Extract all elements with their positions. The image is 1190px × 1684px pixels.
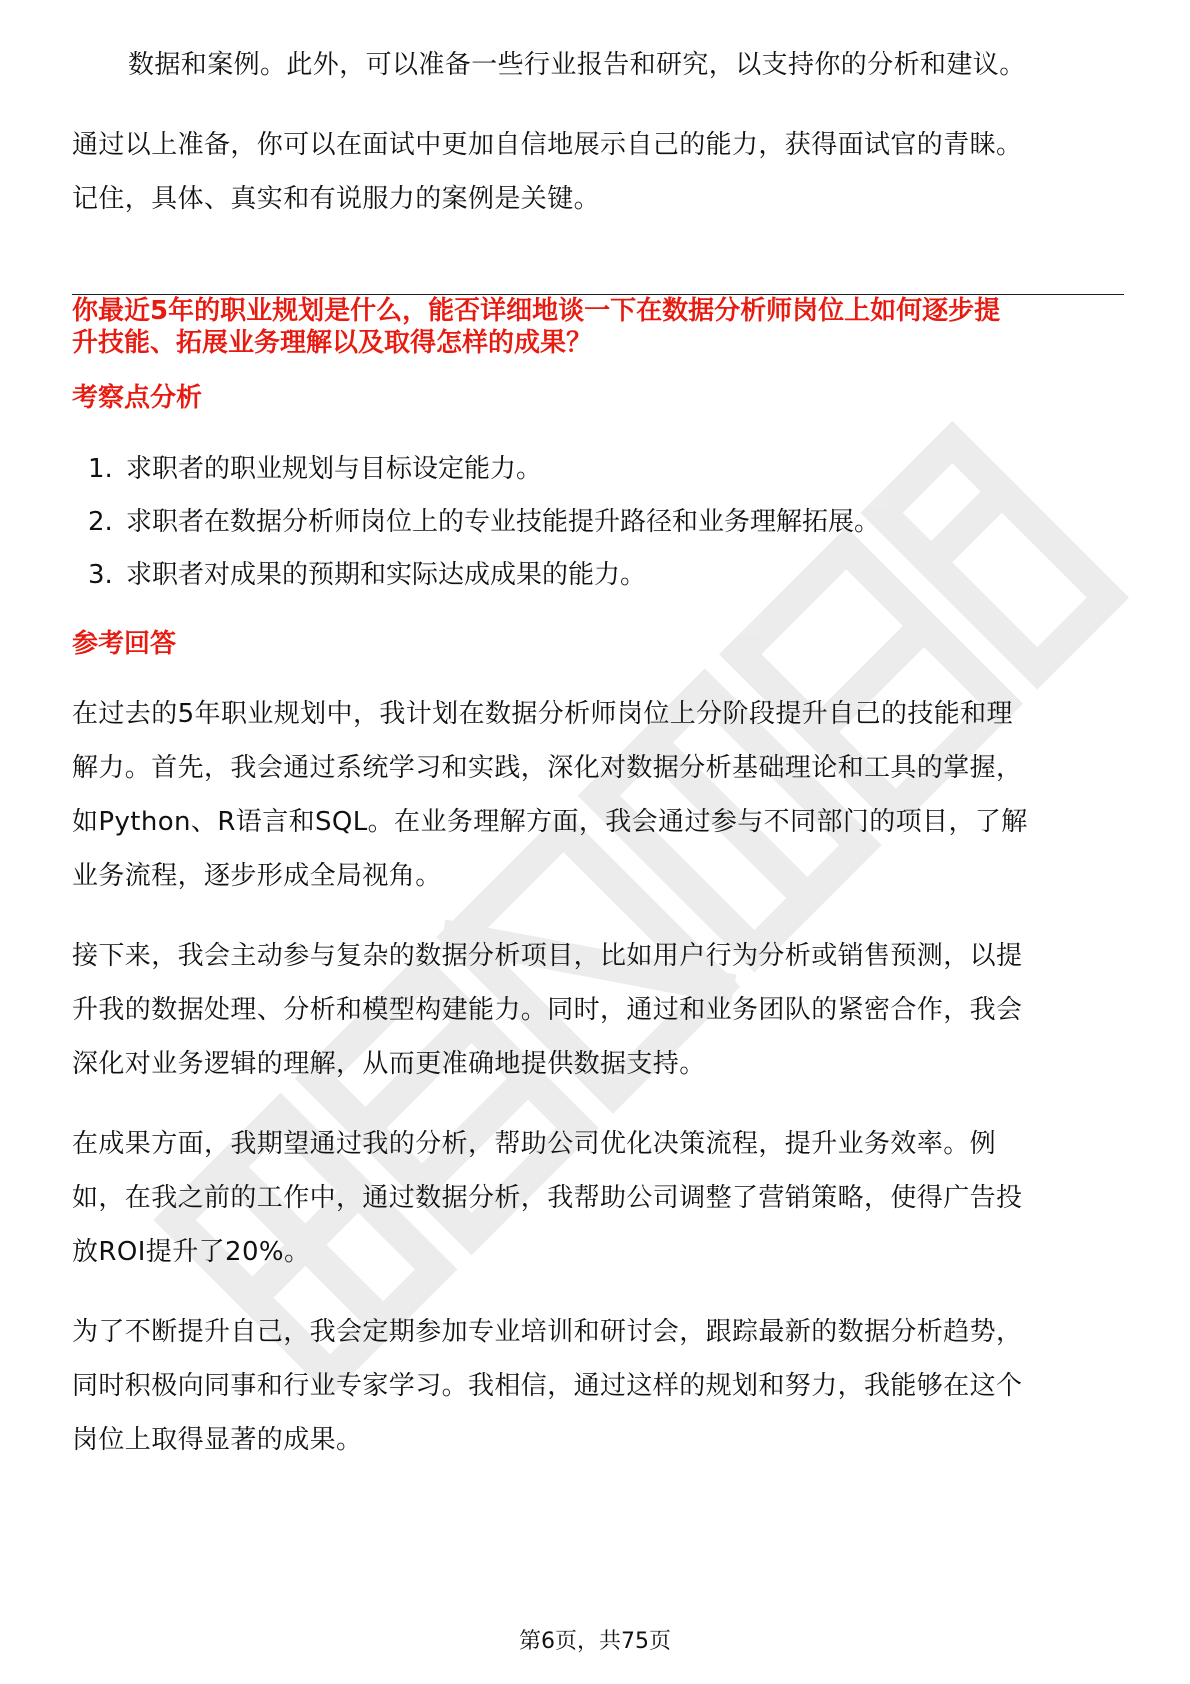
answer-paragraph-line: 接下来，我会主动参与复杂的数据分析项目，比如用户行为分析或销售预测，以提 [72,941,1023,971]
answer-paragraph-line: 升我的数据处理、分析和模型构建能力。同时，通过和业务团队的紧密合作，我会 [72,995,1023,1025]
page-number: 第6页，共75页 [519,1629,671,1654]
answer-paragraph-line: 同时积极向同事和行业专家学习。我相信，通过这样的规划和努力，我能够在这个 [72,1371,1023,1401]
answer-paragraph-line: 在成果方面，我期望通过我的分析，帮助公司优化决策流程，提升业务效率。例 [72,1129,997,1159]
list-item-number: 3. [88,560,113,590]
list-item [88,505,880,539]
answer-paragraph-line: 解力。首先，我会通过系统学习和实践，深化对数据分析基础理论和工具的掌握， [72,753,1023,783]
answer-paragraph-line: 如Python、R语言和SQL。在业务理解方面，我会通过参与不同部门的项目，了解 [72,807,1028,837]
list-item [88,558,646,592]
answer-paragraph-line: 为了不断提升自己，我会定期参加专业培训和研讨会，跟踪最新的数据分析趋势， [72,1317,1023,1347]
list-item [88,452,542,486]
intro-line: 数据和案例。此外，可以准备一些行业报告和研究，以支持你的分析和建议。 [128,50,1026,80]
list-item-number: 2. [88,507,113,537]
answer-paragraph-line: 如，在我之前的工作中，通过数据分析，我帮助公司调整了营销策略，使得广告投 [72,1183,1023,1213]
answer-paragraph-line: 业务流程，逐步形成全局视角。 [72,861,442,891]
analysis-heading: 考察点分析 [72,383,203,413]
question-title: 升技能、拓展业务理解以及取得怎样的成果？ [72,328,593,358]
list-item-text: 求职者的职业规划与目标设定能力。 [126,454,543,484]
answer-paragraph-line: 岗位上取得显著的成果。 [72,1425,363,1455]
list-item-text: 求职者对成果的预期和实际达成成果的能力。 [126,560,647,590]
answer-heading: 参考回答 [72,629,177,659]
question-title: 你最近5年的职业规划是什么，能否详细地谈一下在数据分析师岗位上如何逐步提 [72,296,1001,326]
list-item-text: 求职者在数据分析师岗位上的专业技能提升路径和业务理解拓展。 [126,507,881,537]
conclusion-line: 通过以上准备，你可以在面试中更加自信地展示自己的能力，获得面试官的青睐。 [72,130,1023,160]
conclusion-line: 记住，具体、真实和有说服力的案例是关键。 [72,184,601,214]
answer-paragraph-line: 在过去的5年职业规划中，我计划在数据分析师岗位上分阶段提升自己的技能和理 [72,699,1013,729]
answer-paragraph-line: 放ROI提升了20%。 [72,1237,311,1267]
list-item-number: 1. [88,454,113,484]
answer-paragraph-line: 深化对业务逻辑的理解，从而更准确地提供数据支持。 [72,1049,706,1079]
